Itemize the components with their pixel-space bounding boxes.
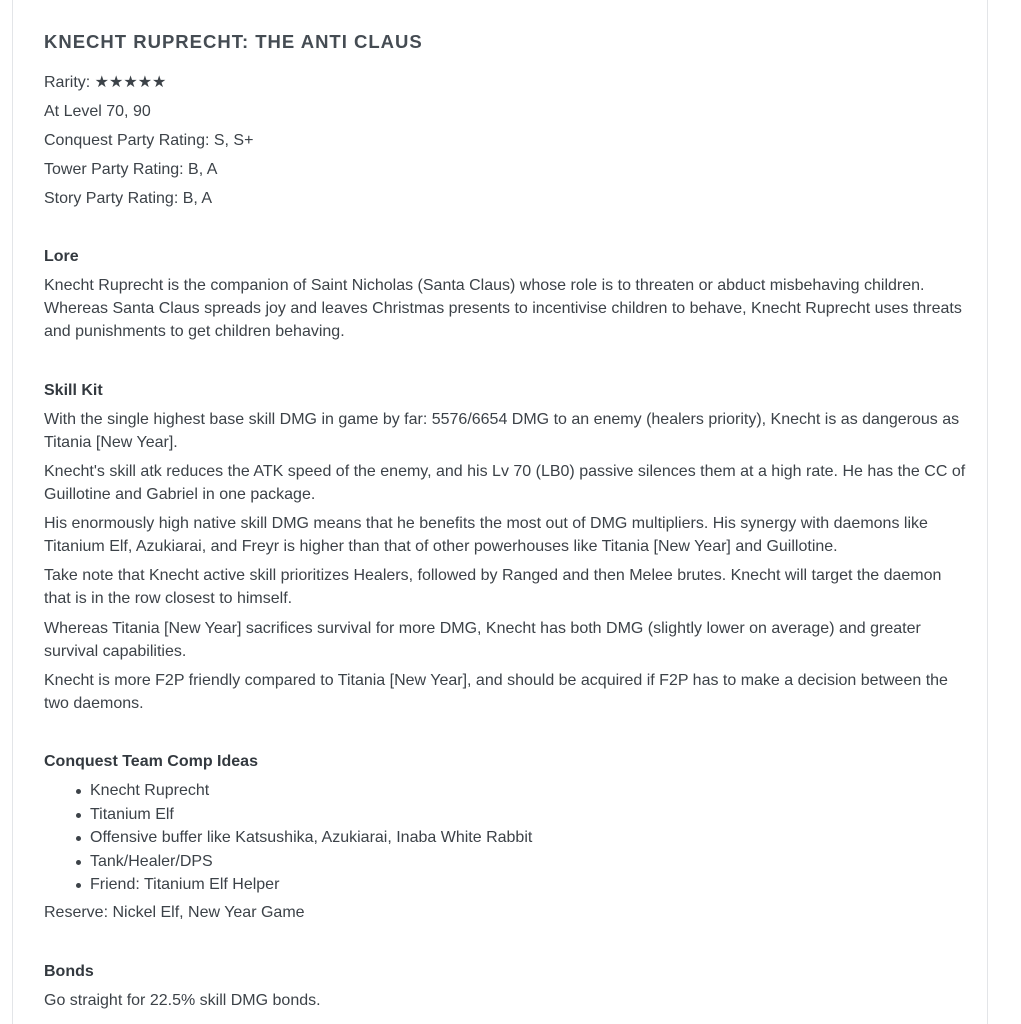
bullet-icon	[76, 883, 81, 888]
tower-rating-line: Tower Party Rating: B, A	[44, 161, 218, 178]
article-card	[12, 0, 988, 1024]
conquest-comp-list	[44, 779, 532, 897]
list-item-label: Tank/Healer/DPS	[90, 852, 213, 870]
bullet-icon	[76, 836, 81, 841]
skill-paragraph-1-line: Titania [New Year].	[44, 434, 178, 451]
list-item	[44, 873, 532, 897]
lore-heading: Lore	[44, 248, 79, 265]
skill-paragraph-1-line: With the single highest base skill DMG in game by far: 5576/6654 DMG to an enemy (healers priority), Knecht is as dangerous as	[44, 411, 960, 428]
story-rating-line: Story Party Rating: B, A	[44, 190, 213, 207]
lore-line: Knecht Ruprecht is the companion of Saint Nicholas (Santa Claus) whose role is to threaten or abduct misbehaving children.	[44, 277, 925, 294]
skill-paragraph-2-line: Knecht's skill atk reduces the ATK speed of the enemy, and his Lv 70 (LB0) passive silences them at a high rate. He has the CC of	[44, 463, 966, 480]
rarity-line: Rarity: ★★★★★	[44, 74, 167, 91]
skill-kit-heading: Skill Kit	[44, 382, 103, 399]
list-item-label: Titanium Elf	[90, 805, 174, 823]
list-item	[44, 826, 532, 850]
level-line: At Level 70, 90	[44, 103, 151, 120]
conquest-rating-line: Conquest Party Rating: S, S+	[44, 132, 254, 149]
skill-paragraph-5-line: Whereas Titania [New Year] sacrifices survival for more DMG, Knecht has both DMG (slightly lower on average) and greater	[44, 620, 921, 637]
bonds-text: Go straight for 22.5% skill DMG bonds.	[44, 992, 321, 1009]
list-item	[44, 779, 532, 803]
skill-paragraph-6-line: two daemons.	[44, 695, 144, 712]
skill-paragraph-4-line: Take note that Knecht active skill prioritizes Healers, followed by Ranged and then Melee brutes. Knecht will target the daemon	[44, 567, 942, 584]
list-item	[44, 803, 532, 827]
page-title: KNECHT RUPRECHT: THE ANTI CLAUS	[44, 31, 423, 52]
lore-line: Whereas Santa Claus spreads joy and leaves Christmas presents to incentivise children to behave, Knecht Ruprecht uses threats	[44, 300, 962, 317]
conquest-comp-heading: Conquest Team Comp Ideas	[44, 753, 258, 770]
lore-line: and punishments to get children behaving.	[44, 323, 345, 340]
skill-paragraph-4-line: that is in the row closest to himself.	[44, 590, 293, 607]
list-item-label: Knecht Ruprecht	[90, 782, 210, 799]
skill-paragraph-5-line: survival capabilities.	[44, 643, 187, 660]
reserve-line: Reserve: Nickel Elf, New Year Game	[44, 904, 305, 921]
skill-paragraph-3-line: Titanium Elf, Azukiarai, and Freyr is higher than that of other powerhouses like Titania [New Year] and Guillotine.	[44, 538, 838, 555]
list-item-label: Offensive buffer like Katsushika, Azukiarai, Inaba White Rabbit	[90, 829, 533, 846]
skill-paragraph-3-line: His enormously high native skill DMG means that he benefits the most out of DMG multipliers. His synergy with daemons like	[44, 515, 928, 532]
bullet-icon	[76, 813, 81, 818]
list-item	[44, 850, 532, 874]
bullet-icon	[76, 789, 81, 794]
bonds-heading: Bonds	[44, 963, 94, 980]
list-item-label: Friend: Titanium Elf Helper	[90, 876, 280, 893]
bullet-icon	[76, 860, 81, 865]
skill-paragraph-6-line: Knecht is more F2P friendly compared to Titania [New Year], and should be acquired if F2P has to make a decision between the	[44, 672, 948, 689]
skill-paragraph-2-line: Guillotine and Gabriel in one package.	[44, 486, 316, 503]
